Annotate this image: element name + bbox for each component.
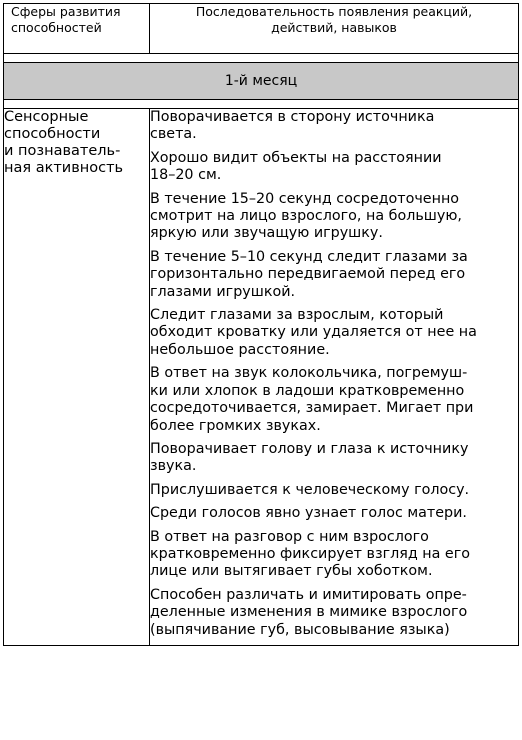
sphere-line: способности bbox=[4, 126, 101, 142]
list-item bbox=[150, 482, 518, 499]
content-row bbox=[4, 109, 519, 646]
list-item-line: В течение 15–20 секунд сосредоточенно bbox=[150, 190, 460, 207]
list-item-line: более громких звуках. bbox=[150, 417, 321, 434]
list-item bbox=[150, 109, 518, 144]
list-item bbox=[150, 191, 518, 243]
month-row bbox=[4, 63, 519, 100]
list-item-line: (выпячивание губ, высовывание языка) bbox=[150, 621, 450, 638]
list-item-line: 18–20 см. bbox=[150, 167, 222, 184]
list-item bbox=[150, 249, 518, 301]
list-item-line: Среди голосов явно узнает голос матери. bbox=[150, 505, 467, 522]
list-item-line: лице или вытягивает губы хоботком. bbox=[150, 563, 433, 580]
list-item-line: света. bbox=[150, 126, 197, 143]
list-item bbox=[150, 529, 518, 581]
header-sequence-line: действий, навыков bbox=[271, 20, 397, 35]
header-row bbox=[4, 4, 519, 54]
sphere-cell bbox=[4, 109, 150, 646]
list-item-line: В течение 5–10 секунд следит глазами за bbox=[150, 248, 468, 265]
gap-row bbox=[4, 100, 519, 109]
month-label: 1-й месяц bbox=[4, 63, 519, 100]
list-item-line: деленные изменения в мимике взрослого bbox=[150, 604, 468, 621]
list-item-line: яркую или звучащую игрушку. bbox=[150, 225, 383, 242]
gap-row bbox=[4, 54, 519, 63]
list-item-line: В ответ на разговор с ним взрослого bbox=[150, 528, 429, 545]
list-item-line: смотрит на лицо взрослого, на большую, bbox=[150, 208, 462, 225]
sphere-line: ная активность bbox=[4, 160, 124, 176]
list-item-line: Прислушивается к человеческому голосу. bbox=[150, 481, 470, 498]
sphere-line: Сенсорные bbox=[4, 109, 89, 125]
items-cell bbox=[150, 109, 519, 646]
list-item-line: обходит кроватку или удаляется от нее на bbox=[150, 324, 477, 341]
header-sequence bbox=[150, 4, 519, 54]
list-item-line: глазами игрушкой. bbox=[150, 283, 296, 300]
list-item bbox=[150, 505, 518, 522]
header-spheres-line: способностей bbox=[11, 20, 102, 35]
list-item bbox=[150, 441, 518, 476]
list-item-line: Способен различать и имитировать опре- bbox=[150, 586, 467, 603]
list-item bbox=[150, 587, 518, 639]
list-item-line: В ответ на звук колокольчика, погремуш- bbox=[150, 365, 468, 382]
list-item-line: Следит глазами за взрослым, который bbox=[150, 307, 444, 324]
list-item bbox=[150, 150, 518, 185]
list-item-line: горизонтально передвигаемой перед его bbox=[150, 266, 466, 283]
list-item-line: небольшое расстояние. bbox=[150, 341, 330, 358]
list-item-line: Поворачивается в сторону источника bbox=[150, 109, 435, 125]
header-spheres-line: Сферы развития bbox=[11, 4, 121, 19]
header-sequence-line: Последовательность появления реакций, bbox=[195, 4, 473, 19]
list-item-line: звука. bbox=[150, 458, 197, 475]
header-spheres bbox=[4, 4, 150, 54]
list-item-line: кратковременно фиксирует взгляд на его bbox=[150, 545, 470, 562]
list-item bbox=[150, 307, 518, 359]
development-table bbox=[3, 3, 519, 646]
sphere-line: и познаватель- bbox=[4, 143, 121, 159]
list-item-line: ки или хлопок в ладоши кратковременно bbox=[150, 382, 465, 399]
list-item-line: Поворачивает голову и глаза к источнику bbox=[150, 440, 469, 457]
list-item-line: сосредоточивается, замирает. Мигает при bbox=[150, 400, 474, 417]
list-item-line: Хорошо видит объекты на расстоянии bbox=[150, 149, 442, 166]
list-item bbox=[150, 365, 518, 435]
